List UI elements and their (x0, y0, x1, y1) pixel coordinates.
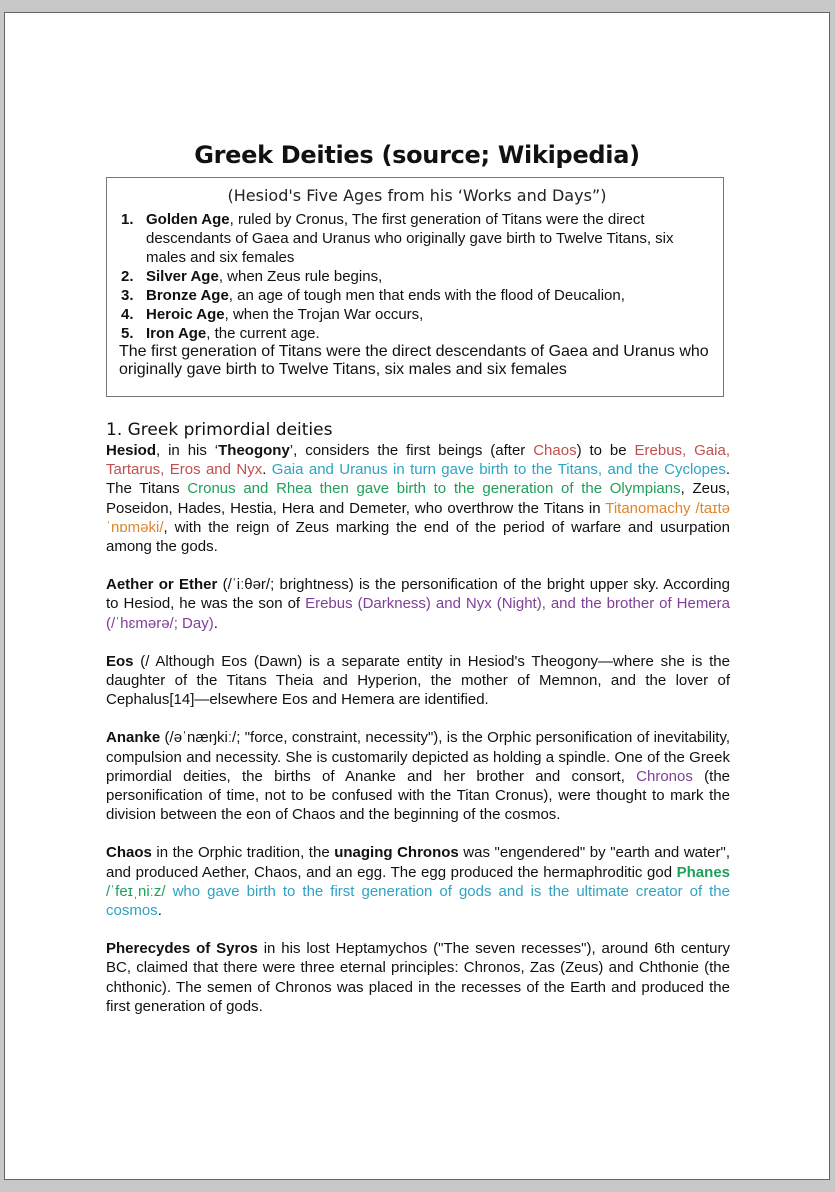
age-text: , an age of tough men that ends with the flood of Deucalion, (228, 287, 625, 304)
ages-continuation: The first generation of Titans were the direct descendants of Gaea and Uranus who originally gave birth to Twelve Titans, six males and six females (119, 343, 709, 378)
list-item: 2. Silver Age, when Zeus rule begins, (121, 268, 383, 285)
document-page (4, 12, 830, 1180)
list-item: 5. Iron Age, the current age. (121, 325, 320, 342)
paragraph-pherecydes: Pherecydes of Syros in his lost Heptamychos ("The seven recesses"), around 6th century BC, claimed that there were three eternal principles: Chronos, Zas (Zeus) and Chthonie (the chthonic). The semen of Chronos was placed in the recesses of the Earth and produced the first generation of gods. (106, 940, 731, 1015)
age-name: Bronze Age (146, 287, 229, 304)
age-name: Heroic Age (146, 306, 225, 323)
five-ages-box (106, 177, 724, 397)
paragraph-ananke: Ananke (/əˈnæŋkiː/; "force, constraint, necessity"), is the Orphic personification of inevitability, compulsion and necessity. She is customarily depicted as holding a spindle. One of the Greek primordial deities, the births of Ananke and her brother and consort, Chronos (the personification of time, not to be confused with the Titan Cronus), were thought to mark the division between the eon of Chaos and the beginning of the cosmos. (106, 729, 731, 824)
age-text: , the current age. (206, 325, 320, 342)
list-item: 1. Golden Age, ruled by Cronus, The first generation of Titans were the direct descendants of Gaea and Uranus who originally gave birth to Twelve Titans, six males and six females (121, 211, 674, 266)
paragraph-eos: Eos (/ Although Eos (Dawn) is a separate entity in Hesiod's Theogony—where she is the daughter of the Titans Theia and Hyperion, the mother of Memnon, and the lover of Cephalus[14]—elsewhere Eos and Hemera are identified. (106, 652, 730, 709)
page-title: Greek Deities (source; Wikipedia) (194, 141, 640, 169)
list-item: 3. Bronze Age, an age of tough men that ends with the flood of Deucalion, (121, 287, 625, 304)
five-ages-subtitle: (Hesiod's Five Ages from his ‘Works and Days”) (227, 186, 607, 205)
primordial-deities-section (106, 419, 730, 1035)
age-text: , ruled by Cronus, The first generation of Titans were the direct descendants of Gaea and Uranus who originally gave birth to Twelve Titans, six males and six females (146, 211, 674, 266)
five-ages-list (119, 210, 715, 343)
age-name: Iron Age (146, 325, 207, 342)
list-item: 4. Heroic Age, when the Trojan War occurs, (121, 306, 424, 323)
age-name: Golden Age (146, 211, 230, 228)
paragraph-chaos: Chaos in the Orphic tradition, the unaging Chronos was "engendered" by "earth and water", and produced Aether, Chaos, and an egg. The egg produced the hermaphroditic god Phanes /ˈfeɪˌniːz/ who gave birth to the first generation of gods and is the ultimate creator of the cosmos. (106, 844, 730, 920)
section-heading: 1. Greek primordial deities (106, 420, 333, 440)
age-text: , when the Trojan War occurs, (224, 306, 424, 323)
age-name: Silver Age (146, 268, 219, 285)
paragraph-hesiod: Hesiod, in his ‘Theogony’, considers the first beings (after Chaos) to be Erebus, Gaia, Tartarus, Eros and Nyx. Gaia and Uranus in turn gave birth to the Titans, and the Cyclopes. The Titans Cronus and Rhea then gave birth to the generation of the Olympians, Zeus, Poseidon, Hades, Hestia, Hera and Demeter, who overthrow the Titans in Titanomachy /taɪtəˈnɒməki/, with the reign of Zeus marking the end of the period of warfare and usurpation among the gods. (106, 442, 731, 556)
paragraph-aether: Aether or Ether (/ˈiːθər/; brightness) is the personification of the bright upper sky. According to Hesiod, he was the son of Erebus (Darkness) and Nyx (Night), and the brother of Hemera (/ˈhɛmərə/; Day). (106, 576, 730, 632)
age-text: , when Zeus rule begins, (218, 268, 383, 285)
